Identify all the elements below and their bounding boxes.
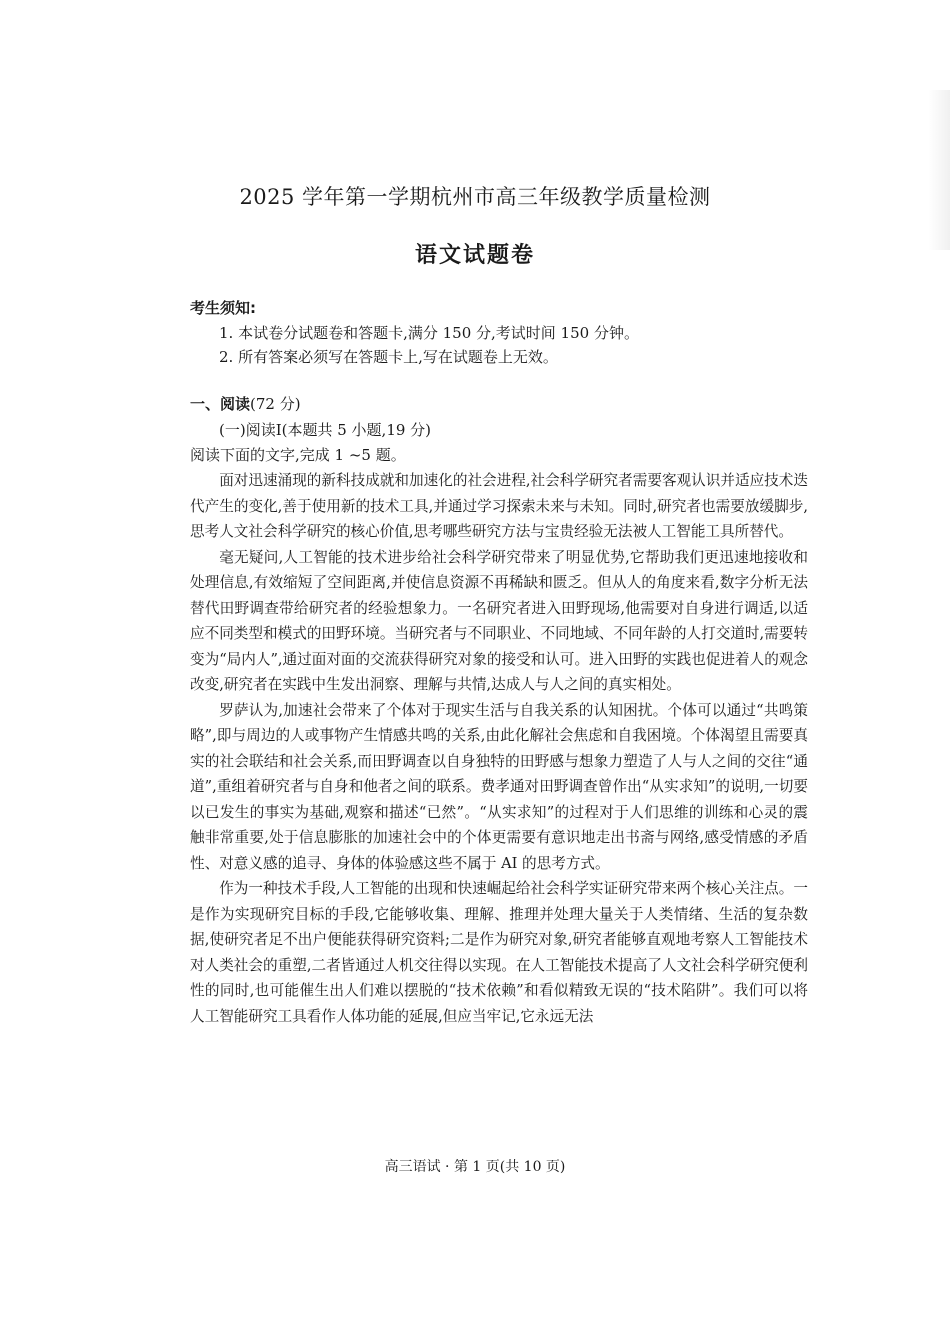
- notice-heading: 考生须知:: [190, 299, 256, 317]
- page-footer: 高三语试 · 第 1 页(共 10 页): [384, 1159, 566, 1175]
- sub-section-heading: (一)阅读Ⅰ(本题共 5 小题,19 分): [219, 421, 432, 439]
- passage-paragraph-2: 毫无疑问,人工智能的技术进步给社会科学研究带来了明显优势,它帮助我们更迅速地接收和处理信息,有效缩短了空间距离,并使信息资源不再稀缺和匮乏。但从人的角度来看,数字分析无法替代田野调查带给研究者的经验想象力。一名研究者进入田野现场,他需要对自身进行调适,以适应不同类型和模式的田野环境。当研究者与不同职业、不同地域、不同年龄的人打交道时,需要转变为“局内人”,通过面对面的交流获得研究对象的接受和认可。进入田野的实践也促进着人的观念改变,研究者在实践中生发出洞察、理解与共情,达成人与人之间的真实相处。: [190, 548, 808, 693]
- scan-edge-shadow: [928, 90, 950, 250]
- notice-item-2: 2. 所有答案必须写在答题卡上,写在试题卷上无效。: [219, 348, 558, 366]
- reading-instruction: 阅读下面的文字,完成 1 ~5 题。: [190, 446, 406, 464]
- passage-paragraph-3: 罗萨认为,加速社会带来了个体对于现实生活与自我关系的认知困扰。个体可以通过“共鸣策略”,即与周边的人或事物产生情感共鸣的关系,由此化解社会焦虑和自我困境。个体渴望且需要真实的社会联结和社会关系,而田野调查以自身独特的田野感与想象力塑造了人与人之间的交往“通道”,重组着研究者与自身和他者之间的联系。费孝通对田野调查曾作出“从实求知”的说明,一切要以已发生的事实为基础,观察和描述“已然”。“从实求知”的过程对于人们思维的训练和心灵的震触非常重要,处于信息膨胀的加速社会中的个体更需要有意识地走出书斋与网络,感受情感的矛盾性、对意义感的追寻、身体的体验感这些不属于 AI 的思考方式。: [190, 701, 808, 872]
- passage-paragraph-4: 作为一种技术手段,人工智能的出现和快速崛起给社会科学实证研究带来两个核心关注点。一是作为实现研究目标的手段,它能够收集、理解、推理并处理大量关于人类情绪、生活的复杂数据,使研究者足不出户便能获得研究资料;二是作为研究对象,研究者能够直观地考察人工智能技术对人类社会的重塑,二者皆通过人机交往得以实现。在人工智能技术提高了人文社会科学研究便利性的同时,也可能催生出人们难以摆脱的“技术依赖”和看似精致无误的“技术陷阱”。我们可以将人工智能研究工具看作人体功能的延展,但应当牢记,它永远无法: [190, 880, 808, 1025]
- notice-item-1: 1. 本试卷分试题卷和答题卡,满分 150 分,考试时间 150 分钟。: [219, 324, 639, 342]
- passage-paragraph-1: 面对迅速涌现的新科技成就和加速化的社会进程,社会科学研究者需要客观认识并适应技术迭代产生的变化,善于使用新的技术工具,并通过学习探索未来与未知。同时,研究者也需要放缓脚步,思考人文社会科学研究的核心价值,思考哪些研究方法与宝贵经验无法被人工智能工具所替代。: [190, 472, 808, 540]
- exam-title: 2025 学年第一学期杭州市高三年级教学质量检测: [239, 185, 711, 209]
- section-heading-label: 一、阅读: [190, 395, 251, 413]
- reading-passage: [190, 468, 808, 1029]
- section-heading-score: (72 分): [250, 395, 301, 413]
- exam-subtitle: 语文试题卷: [414, 243, 535, 268]
- section-heading: [190, 393, 301, 414]
